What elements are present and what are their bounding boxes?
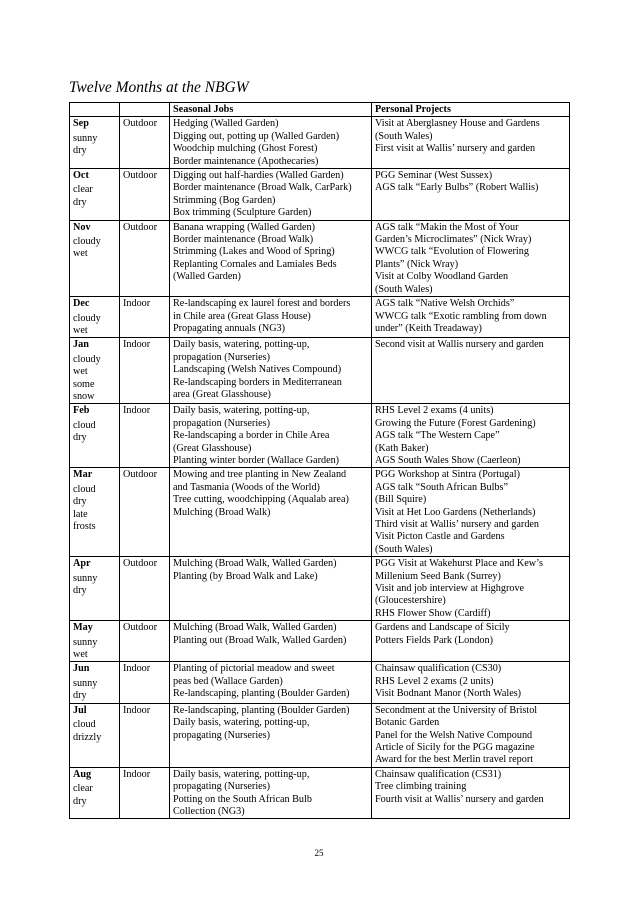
month-cell xyxy=(70,404,120,468)
project-line: (Kath Baker) xyxy=(375,442,429,454)
project-line: Botanic Garden xyxy=(375,717,440,729)
project-line: RHS Level 2 exams (2 units) xyxy=(375,675,494,687)
project-line: Visit Bodnant Manor (North Wales) xyxy=(375,688,522,700)
project-line: WWCG talk “Exotic rambling from down xyxy=(375,310,547,322)
job-line: Planting winter border (Wallace Garden) xyxy=(173,454,340,466)
personal-projects-cell xyxy=(372,297,570,338)
job-line: Box trimming (Sculpture Garden) xyxy=(173,207,312,219)
personal-projects-cell xyxy=(372,662,570,703)
project-line: Panel for the Welsh Native Compound xyxy=(375,729,533,741)
job-line: Tree cutting, woodchipping (Aqualab area) xyxy=(173,494,349,506)
table-row xyxy=(70,767,570,819)
location-cell: Indoor xyxy=(120,404,170,468)
weather-text: some xyxy=(73,378,95,390)
job-line: Re-landscaping, planting (Boulder Garden) xyxy=(173,688,350,700)
month-name: Aug xyxy=(73,768,92,780)
month-name: Mar xyxy=(73,469,93,481)
project-line: Fourth visit at Wallis’ nursery and garden xyxy=(375,793,544,805)
month-cell xyxy=(70,220,120,296)
job-line: peas bed (Wallace Garden) xyxy=(173,675,283,687)
job-line: Replanting Cornales and Lamiales Beds xyxy=(173,258,337,270)
seasonal-jobs-cell xyxy=(170,297,372,338)
personal-projects-cell xyxy=(372,169,570,221)
job-line: Banana wrapping (Walled Garden) xyxy=(173,221,316,233)
job-line: Collection (NG3) xyxy=(173,805,245,817)
job-line: Woodchip mulching (Ghost Forest) xyxy=(173,143,318,155)
month-name: Feb xyxy=(73,405,90,417)
weather-text: dry xyxy=(73,585,87,597)
project-line: (Bill Squire) xyxy=(375,494,427,506)
month-name: Jul xyxy=(73,704,87,716)
seasonal-jobs-cell xyxy=(170,468,372,557)
weather-text: wet xyxy=(73,649,88,661)
project-line: Gardens and Landscape of Sicily xyxy=(375,622,510,634)
job-line: Border maintenance (Broad Walk, CarPark) xyxy=(173,182,352,194)
job-line: propagation (Nurseries) xyxy=(173,351,271,363)
weather-text: cloudy xyxy=(73,312,101,324)
job-line: Re-landscaping a border in Chile Area xyxy=(173,430,330,442)
job-line: Landscaping (Welsh Natives Compound) xyxy=(173,364,342,376)
personal-projects-cell xyxy=(372,338,570,404)
job-line: Strimming (Bog Garden) xyxy=(173,194,276,206)
job-line: Digging out half-hardies (Walled Garden) xyxy=(173,170,344,182)
month-cell xyxy=(70,117,120,169)
header-location-cell xyxy=(120,103,170,117)
job-line: Mulching (Broad Walk, Walled Garden) xyxy=(173,622,337,634)
project-line: AGS talk “South African Bulbs” xyxy=(375,481,508,493)
seasonal-jobs-cell xyxy=(170,404,372,468)
location-cell: Indoor xyxy=(120,767,170,819)
job-line: Daily basis, watering, potting-up, xyxy=(173,339,310,351)
location-cell: Indoor xyxy=(120,662,170,703)
weather-text: cloud xyxy=(73,419,96,431)
project-line: Third visit at Wallis’ nursery and garden xyxy=(375,519,540,530)
weather-text: dry xyxy=(73,690,87,702)
project-line: RHS Level 2 exams (4 units) xyxy=(375,405,494,417)
table-row xyxy=(70,117,570,169)
location-cell: Indoor xyxy=(120,338,170,404)
weather-text: cloud xyxy=(73,483,96,495)
job-line: Mulching (Broad Walk, Walled Garden) xyxy=(173,558,337,570)
project-line: Chainsaw qualification (CS30) xyxy=(375,663,502,675)
job-line: Mowing and tree planting in New Zealand xyxy=(173,469,347,481)
weather-text: wet xyxy=(73,324,88,336)
location-cell: Outdoor xyxy=(120,468,170,557)
month-name: Oct xyxy=(73,170,89,182)
seasonal-jobs-cell xyxy=(170,621,372,662)
project-line: WWCG talk “Evolution of Flowering xyxy=(375,246,529,258)
project-line: Secondment at the University of Bristol xyxy=(375,704,538,716)
project-line: Visit at Colby Woodland Garden xyxy=(375,271,509,283)
weather-text: drizzly xyxy=(73,731,102,743)
project-line: PGG Seminar (West Sussex) xyxy=(375,170,493,182)
seasonal-jobs-cell xyxy=(170,703,372,767)
location-cell: Outdoor xyxy=(120,220,170,296)
personal-projects-cell xyxy=(372,404,570,468)
month-name: Jan xyxy=(73,339,89,351)
seasonal-jobs-cell xyxy=(170,169,372,221)
table-row xyxy=(70,557,570,621)
personal-projects-cell xyxy=(372,767,570,819)
weather-text: wet xyxy=(73,248,88,260)
month-name: May xyxy=(73,622,93,634)
table-row xyxy=(70,621,570,662)
project-line: PGG Workshop at Sintra (Portugal) xyxy=(375,469,521,481)
job-line: Strimming (Lakes and Wood of Spring) xyxy=(173,246,335,258)
personal-projects-cell xyxy=(372,220,570,296)
weather-text: dry xyxy=(73,145,87,157)
weather-text: sunny xyxy=(73,636,98,648)
project-line: (South Wales) xyxy=(375,283,433,295)
table-row xyxy=(70,297,570,338)
location-cell: Outdoor xyxy=(120,557,170,621)
weather-text: wet xyxy=(73,366,88,378)
month-name: Jun xyxy=(73,663,90,675)
table-row xyxy=(70,338,570,404)
location-cell: Outdoor xyxy=(120,117,170,169)
project-line: (South Wales) xyxy=(375,543,433,555)
weather-text: late xyxy=(73,508,88,520)
project-line: Tree climbing training xyxy=(375,781,467,793)
project-line: PGG Visit at Wakehurst Place and Kew’s xyxy=(375,558,543,570)
month-name: Dec xyxy=(73,298,90,310)
project-line: RHS Flower Show (Cardiff) xyxy=(375,607,491,619)
month-cell xyxy=(70,767,120,819)
table-row xyxy=(70,703,570,767)
project-line: Chainsaw qualification (CS31) xyxy=(375,768,502,780)
job-line: Border maintenance (Apothecaries) xyxy=(173,155,319,167)
project-line: Article of Sicily for the PGG magazine xyxy=(375,741,535,753)
project-line: Visit and job interview at Highgrove xyxy=(375,583,525,595)
job-line: propagation (Nurseries) xyxy=(173,417,271,429)
weather-text: sunny xyxy=(73,677,98,689)
location-cell: Indoor xyxy=(120,703,170,767)
seasonal-jobs-cell xyxy=(170,557,372,621)
weather-text: clear xyxy=(73,783,93,795)
project-line: (South Wales) xyxy=(375,130,433,142)
job-line: (Great Glasshouse) xyxy=(173,442,252,454)
job-line: Re-landscaping, planting (Boulder Garden) xyxy=(173,704,350,716)
job-line: and Tasmania (Woods of the World) xyxy=(173,481,320,493)
job-line: (Walled Garden) xyxy=(173,271,241,283)
month-cell xyxy=(70,662,120,703)
project-line: Garden’s Microclimates” (Nick Wray) xyxy=(375,234,532,246)
seasonal-jobs-cell xyxy=(170,117,372,169)
weather-text: cloudy xyxy=(73,353,101,365)
weather-text: cloud xyxy=(73,719,96,731)
personal-projects-cell xyxy=(372,703,570,767)
project-line: Millenium Seed Bank (Surrey) xyxy=(375,570,501,582)
personal-projects-cell xyxy=(372,557,570,621)
job-line: Border maintenance (Broad Walk) xyxy=(173,234,314,246)
job-line: Re-landscaping ex laurel forest and borders xyxy=(173,298,351,310)
table-row xyxy=(70,169,570,221)
weather-text: snow xyxy=(73,390,95,402)
project-line: AGS talk “Makin the Most of Your xyxy=(375,221,519,233)
job-line: Propagating annuals (NG3) xyxy=(173,322,286,334)
job-line: Planting (by Broad Walk and Lake) xyxy=(173,570,318,582)
job-line: Mulching (Broad Walk) xyxy=(173,506,271,518)
job-line: Daily basis, watering, potting-up, xyxy=(173,717,310,729)
job-line: propagating (Nurseries) xyxy=(173,781,271,793)
month-name: Apr xyxy=(73,558,91,570)
job-line: propagating (Nurseries) xyxy=(173,729,271,741)
location-cell: Outdoor xyxy=(120,169,170,221)
personal-projects-cell xyxy=(372,621,570,662)
weather-text: dry xyxy=(73,496,87,508)
seasonal-jobs-cell xyxy=(170,662,372,703)
project-line: Award for the best Merlin travel report xyxy=(375,754,534,766)
project-line: Growing the Future (Forest Gardening) xyxy=(375,417,536,429)
month-cell xyxy=(70,703,120,767)
location-cell: Outdoor xyxy=(120,621,170,662)
project-line: Visit at Aberglasney House and Gardens xyxy=(375,118,540,130)
job-line: Daily basis, watering, potting-up, xyxy=(173,405,310,417)
weather-text: dry xyxy=(73,795,87,807)
project-line: under” (Keith Treadaway) xyxy=(375,322,482,334)
month-name: Sep xyxy=(73,118,89,130)
header-personal-projects: Personal Projects xyxy=(372,103,570,117)
project-line: First visit at Wallis’ nursery and garden xyxy=(375,143,536,155)
weather-text: cloudy xyxy=(73,236,101,248)
job-line: Planting of pictorial meadow and sweet xyxy=(173,663,335,675)
job-line: Daily basis, watering, potting-up, xyxy=(173,768,310,780)
project-line: Second visit at Wallis nursery and garden xyxy=(375,339,544,351)
weather-text: sunny xyxy=(73,572,98,584)
seasonal-jobs-cell xyxy=(170,220,372,296)
job-line: Digging out, potting up (Walled Garden) xyxy=(173,130,340,142)
location-cell: Indoor xyxy=(120,297,170,338)
weather-text: sunny xyxy=(73,132,98,144)
seasonal-jobs-cell xyxy=(170,767,372,819)
job-line: Planting out (Broad Walk, Walled Garden) xyxy=(173,634,347,646)
seasonal-jobs-cell xyxy=(170,338,372,404)
header-month-cell xyxy=(70,103,120,117)
weather-text: dry xyxy=(73,432,87,444)
weather-text: dry xyxy=(73,196,87,208)
project-line: AGS South Wales Show (Caerleon) xyxy=(375,454,521,466)
months-table xyxy=(69,102,570,819)
table-header-row xyxy=(70,103,570,117)
personal-projects-cell xyxy=(372,468,570,557)
header-seasonal-jobs: Seasonal Jobs xyxy=(170,103,372,117)
job-line: area (Great Glasshouse) xyxy=(173,388,271,400)
table-row xyxy=(70,404,570,468)
project-line: AGS talk “Native Welsh Orchids” xyxy=(375,298,515,310)
project-line: Visit Picton Castle and Gardens xyxy=(375,531,505,543)
project-line: Potters Fields Park (London) xyxy=(375,634,493,646)
month-cell xyxy=(70,169,120,221)
month-cell xyxy=(70,297,120,338)
project-line: Plants” (Nick Wray) xyxy=(375,258,459,270)
table-row xyxy=(70,662,570,703)
month-cell xyxy=(70,338,120,404)
month-cell xyxy=(70,621,120,662)
job-line: Hedging (Walled Garden) xyxy=(173,118,279,130)
job-line: Re-landscaping borders in Mediterranean xyxy=(173,376,342,388)
table-row xyxy=(70,220,570,296)
project-line: AGS talk “Early Bulbs” (Robert Wallis) xyxy=(375,182,539,194)
project-line: (Gloucestershire) xyxy=(375,595,446,607)
project-line: Visit at Het Loo Gardens (Netherlands) xyxy=(375,506,536,518)
personal-projects-cell xyxy=(372,117,570,169)
month-cell xyxy=(70,557,120,621)
weather-text: clear xyxy=(73,184,93,196)
project-line: AGS talk “The Western Cape” xyxy=(375,430,500,442)
table-row xyxy=(70,468,570,557)
month-cell xyxy=(70,468,120,557)
page-number: 25 xyxy=(314,848,324,858)
weather-text: frosts xyxy=(73,521,96,532)
job-line: Potting on the South African Bulb xyxy=(173,793,312,805)
job-line: in Chile area (Great Glass House) xyxy=(173,310,311,322)
page-title: Twelve Months at the NBGW xyxy=(69,79,249,96)
month-name: Nov xyxy=(73,221,91,233)
